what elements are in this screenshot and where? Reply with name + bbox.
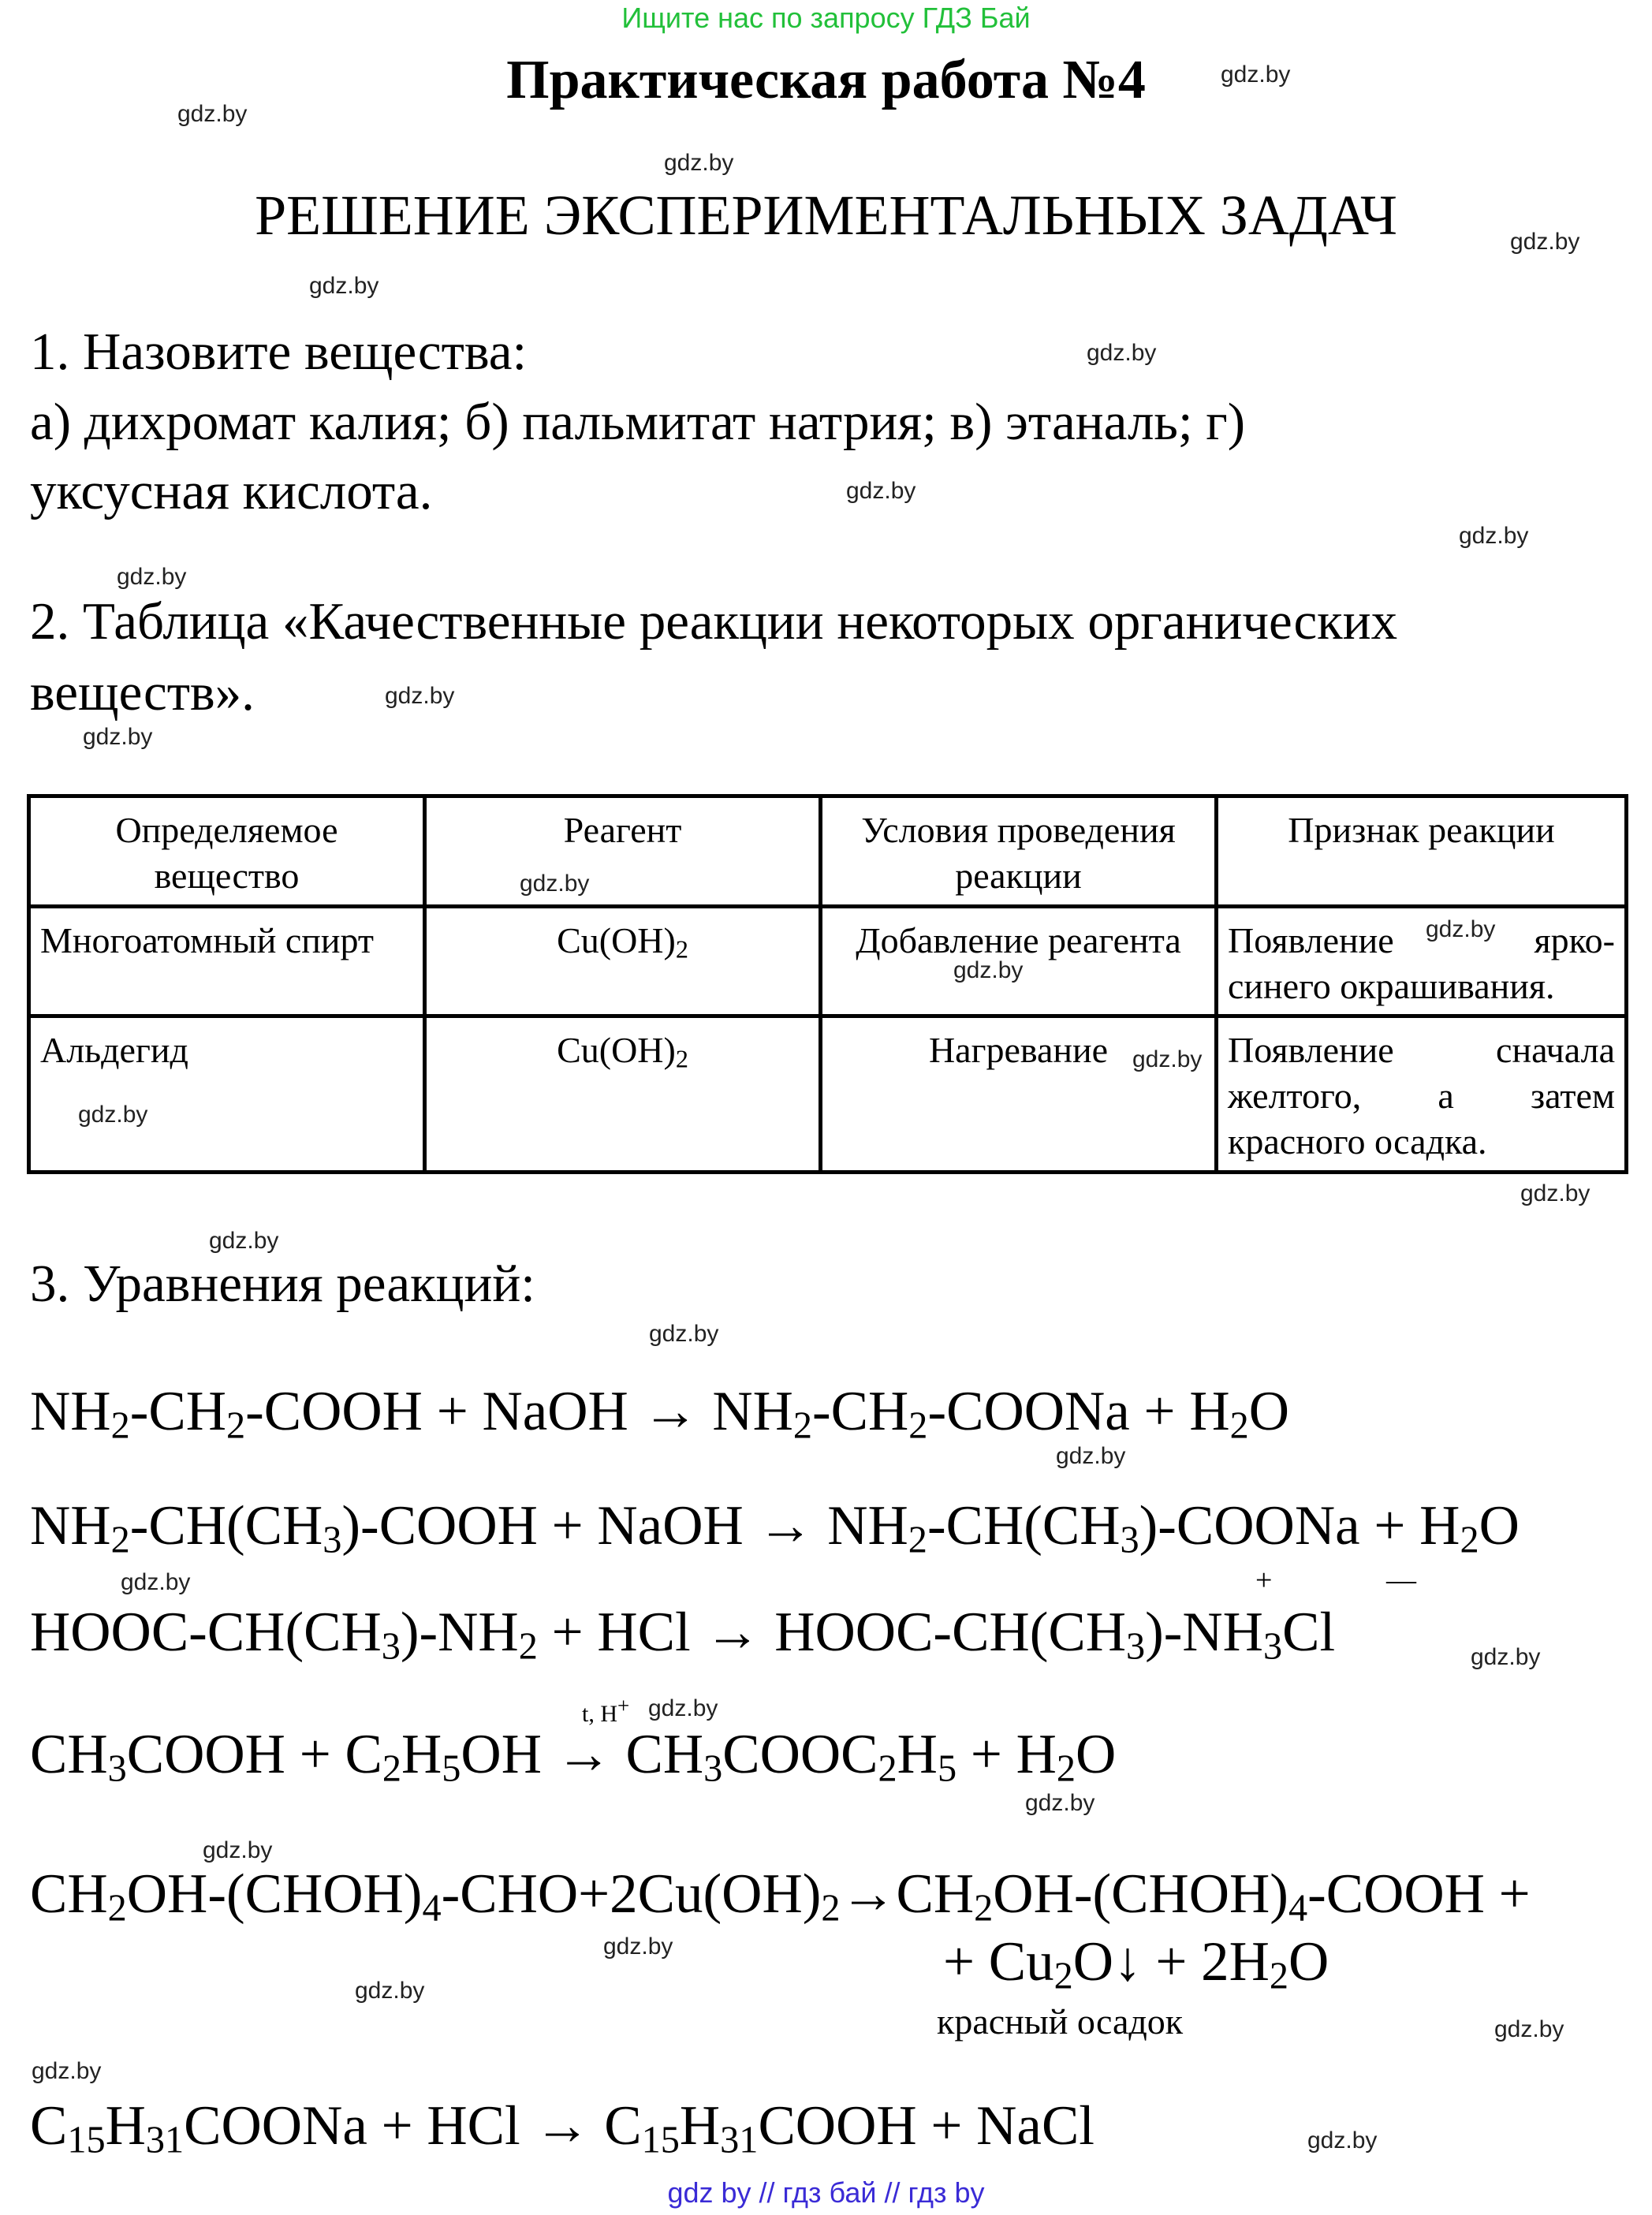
watermark: gdz.by — [1056, 1443, 1126, 1469]
watermark: gdz.by — [78, 1102, 148, 1128]
table-header-row — [29, 796, 1627, 907]
table-row — [29, 907, 1627, 1016]
condition-text: Добавление реагента — [856, 920, 1181, 960]
footer-links[interactable]: gdz by // гдз бай // гдз by — [667, 2176, 985, 2209]
reagent-formula: Cu(OH) — [557, 920, 676, 960]
table-row — [29, 1016, 1627, 1173]
table-cell-substance — [29, 1016, 425, 1173]
table-cell-sign — [1217, 907, 1627, 1016]
qualitative-reactions-table — [27, 794, 1628, 1174]
table-cell-condition — [821, 907, 1217, 1016]
equation-5-line2: + $Cu_2O↓ + 2H_2O$ — [943, 1931, 1329, 1997]
task2-heading-line2: веществ». — [30, 663, 255, 722]
equation-3: HOOC-$CH(CH_3)-NH_2$ + HCl → HOOC-$CH(CH_3)-NH_3Cl$ — [30, 1602, 1336, 1668]
table-header-cell: Определяемое вещество — [29, 796, 425, 907]
equation-5-line1: $CH_2OH-(CHOH)_4-CHO+2Cu(OH)_2\to CH_2OH-(CHOH)_4$-COOH + — [30, 1863, 1531, 1930]
reaction-condition-sup: + — [617, 1694, 630, 1717]
reagent-formula: Cu(OH) — [557, 1030, 676, 1070]
sign-line: желтого, а затем — [1228, 1076, 1615, 1116]
watermark: gdz.by — [203, 1837, 273, 1863]
table-header-cell: Признак реакции — [1217, 796, 1627, 907]
task1-answer-line2: уксусная кислота. — [30, 462, 433, 520]
task2-heading-line1: 2. Таблица «Качественные реакции некоторых органических — [30, 592, 1398, 651]
table-header-text: Реагент — [563, 810, 682, 850]
reagent-subscript: 2 — [675, 934, 688, 964]
sign-line: Появление сначала — [1228, 1030, 1615, 1070]
condition-text: Нагревание — [928, 1030, 1109, 1070]
equation-2: $NH_2-CH(CH_3)$-COOH + NaOH → $NH_2-CH(CH_3)$-COONa + $H_2O$ — [30, 1495, 1520, 1561]
watermark: gdz.by — [309, 273, 379, 299]
sign-line: красного осадка. — [1228, 1121, 1487, 1162]
watermark: gdz.by — [1471, 1644, 1541, 1670]
table-cell-sign — [1217, 1016, 1627, 1173]
watermark: gdz.by — [83, 724, 153, 750]
watermark: gdz.by — [1132, 1046, 1203, 1072]
substance-text: Альдегид — [40, 1030, 188, 1070]
watermark: gdz.by — [1025, 1790, 1095, 1816]
header-search-link[interactable]: Ищите нас по запросу ГДЗ Бай — [621, 2, 1031, 34]
watermark: gdz.by — [1494, 2016, 1564, 2042]
sign-word: ярко- — [1534, 920, 1615, 960]
task1-answer-line1: а) дихромат калия; б) пальмитат натрия; в) этаналь; г) — [30, 393, 1246, 451]
sign-line: синего окрашивания. — [1228, 966, 1555, 1006]
watermark: gdz.by — [117, 564, 187, 590]
watermark: gdz.by — [520, 871, 590, 897]
watermark: gdz.by — [649, 1321, 719, 1347]
ammonium-charge-plus: + — [1255, 1564, 1273, 1597]
table-cell-reagent — [425, 1016, 821, 1173]
page-title: Практическая работа №4 — [506, 50, 1146, 110]
watermark: gdz.by — [664, 150, 734, 176]
task1-heading: 1. Назовите вещества: — [30, 323, 528, 381]
equation-6: $C_{15}H_{31}COONa$ + HCl → $C_{15}H_{31}COOH$ + NaCl — [30, 2095, 1095, 2161]
sign-line — [1228, 918, 1615, 964]
watermark: gdz.by — [648, 1695, 718, 1721]
chloride-charge-minus: — — [1386, 1564, 1416, 1597]
watermark: gdz.by — [1221, 62, 1291, 88]
reaction-condition-text: t, H — [582, 1701, 617, 1727]
table-header-cell: Условия проведения реакции — [821, 796, 1217, 907]
watermark: gdz.by — [1520, 1180, 1590, 1206]
watermark: gdz.by — [1459, 523, 1529, 549]
table-cell-reagent — [425, 907, 821, 1016]
watermark: gdz.by — [953, 957, 1024, 983]
equation-1: $NH_2-CH_2$-COOH + NaOH → $NH_2-CH_2$-COONa + $H_2O$ — [30, 1381, 1290, 1447]
reagent-subscript: 2 — [675, 1044, 688, 1073]
table-cell-substance: Многоатомный спирт — [29, 907, 425, 1016]
equation-4: $CH_3COOH + C_2H_5OH$ → $CH_3COOC_2H_5 + H_2O$ — [30, 1724, 1117, 1790]
watermark: gdz.by — [1426, 916, 1496, 942]
watermark: gdz.by — [177, 101, 248, 127]
page-subtitle: РЕШЕНИЕ ЭКСПЕРИМЕНТАЛЬНЫХ ЗАДАЧ — [255, 184, 1397, 247]
watermark: gdz.by — [32, 2058, 102, 2084]
table-header-cell — [425, 796, 821, 907]
watermark: gdz.by — [209, 1228, 279, 1254]
task3-heading: 3. Уравнения реакций: — [30, 1255, 535, 1313]
watermark: gdz.by — [603, 1933, 673, 1960]
watermark: gdz.by — [1307, 2127, 1378, 2153]
watermark: gdz.by — [1510, 229, 1580, 255]
sign-word: Появление — [1228, 920, 1394, 960]
watermark: gdz.by — [846, 478, 916, 504]
table-cell-condition — [821, 1016, 1217, 1173]
watermark: gdz.by — [1087, 340, 1157, 366]
watermark: gdz.by — [385, 683, 455, 709]
precipitate-note: красный осадок — [937, 2001, 1184, 2042]
watermark: gdz.by — [121, 1569, 191, 1595]
watermark: gdz.by — [355, 1978, 425, 2004]
